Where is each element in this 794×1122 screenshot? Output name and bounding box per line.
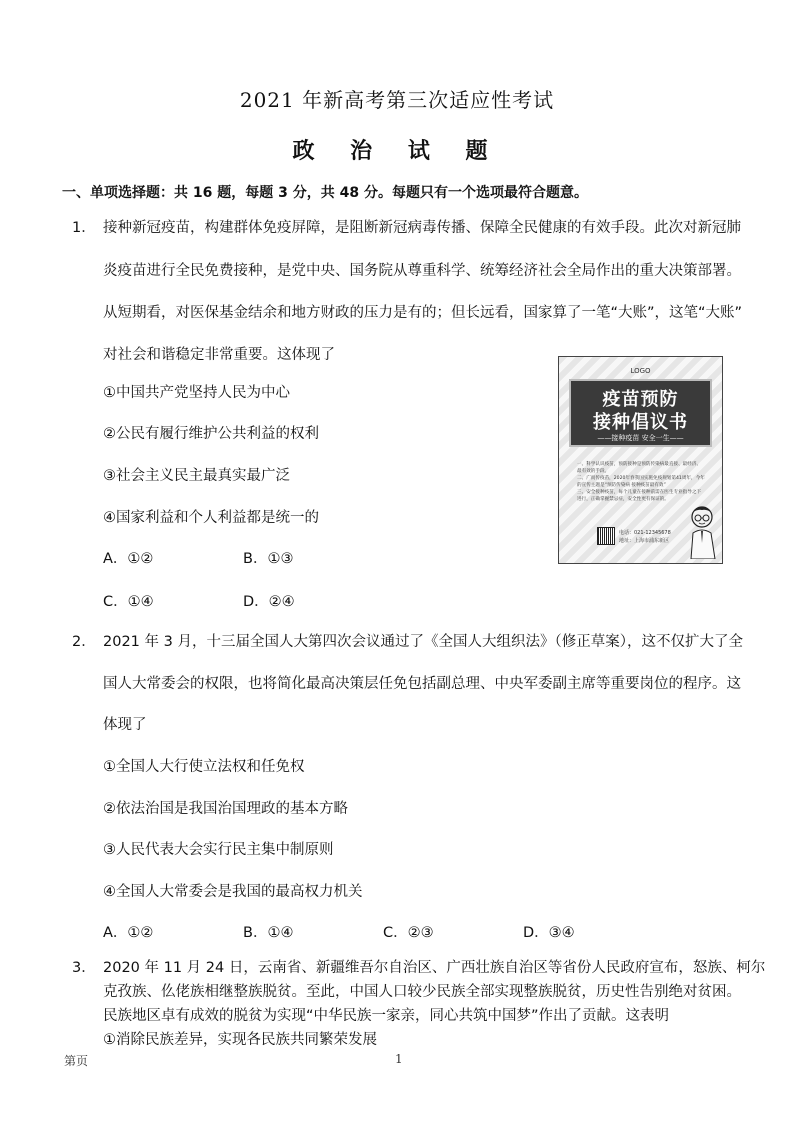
question-2-statement: ②依法治国是我国治国理政的基本方略 [103,801,348,817]
vaccine-poster-image [558,356,723,564]
question-1-option-b[interactable]: B．①③ [243,551,294,567]
question-2-option-d[interactable]: D．③④ [523,925,575,941]
question-1-statement: ④国家利益和个人利益都是统一的 [103,510,319,526]
question-3-number: 3． [72,960,96,976]
exam-title: 2021 年新高考第三次适应性考试 [239,88,555,112]
poster-phone: 电话：021-12345678 [619,530,671,536]
question-1-statement: ①中国共产党坚持人民为中心 [103,385,290,401]
question-3-line: 克孜族、仫佬族相继整族脱贫。至此，中国人口较少民族全部实现整族脱贫，历史性告别绝对贫困。 [103,984,741,1000]
poster-headline-2: 接种倡议书 [593,412,688,433]
qr-code-icon [597,527,615,545]
question-2-line: 2021 年 3 月，十三届全国人大第四次会议通过了《全国人大组织法》（修正草案），这不仅扩大了全 [103,634,743,650]
poster-contact [619,529,671,545]
poster-banner [569,379,712,447]
question-2-option-a[interactable]: A．①② [103,925,154,941]
question-2-line: 国人大常委会的权限，也将简化最高决策层任免包括副总理、中央军委副主席等重要岗位的程序。这 [103,676,741,692]
poster-body-line: 三、安全接种疫苗，每个儿童在接种前需在医生专业指导之下进行，正确掌握禁忌症，安全性更有保证的。 [577,490,702,502]
poster-headline-1: 疫苗预防 [602,389,679,410]
question-2-statement: ③人民代表大会实行民主集中制原则 [103,842,334,858]
poster-body-line: 一、科学认识疫苗，预防接种是预防传染病最直接、最经济、最有效的手段。 [577,462,702,474]
question-1-option-c[interactable]: C．①④ [103,594,154,610]
doctor-cartoon-icon [689,503,717,559]
question-3-statement: ①消除民族差异，实现各民族共同繁荣发展 [103,1032,377,1048]
poster-body [577,461,705,503]
question-1-option-d[interactable]: D．②④ [243,594,295,610]
subject-title: 政 治 试 题 [292,138,502,164]
question-1-statement: ②公民有履行维护公共利益的权利 [103,426,319,442]
question-3-line: 民族地区卓有成效的脱贫为实现“中华民族一家亲，同心共筑中国梦”作出了贡献。这表明 [103,1008,670,1024]
section-heading: 一、单项选择题：共 16 题，每题 3 分，共 48 分。每题只有一个选项最符合题意。 [62,185,588,201]
poster-logo: LOGO [630,367,651,375]
poster-body-line: 二、广而传疫苗，2020年春我国实施免疫规划第41周年，今年的宣传主题是“预防传染病 接种疫苗最有效” [577,476,705,488]
poster-subtitle: ——接种疫苗 安全一生—— [597,434,684,442]
question-2-option-b[interactable]: B．①④ [243,925,294,941]
question-1-line: 炎疫苗进行全民免费接种，是党中央、国务院从尊重科学、统筹经济社会全局作出的重大决策部署。 [103,263,741,279]
question-1-option-a[interactable]: A．①② [103,551,154,567]
footer-page-number: 1 [395,1052,403,1066]
question-1-line: 从短期看，对医保基金结余和地方财政的压力是有的；但长远看，国家算了一笔“大账”，这笔“大账” [103,305,743,321]
poster-address: 地址：上海市浦东新区 [619,538,670,544]
question-2-number: 2． [72,634,96,650]
question-1-statement: ③社会主义民主最真实最广泛 [103,468,290,484]
question-1-line: 对社会和谐稳定非常重要。这体现了 [103,347,335,363]
question-2-statement: ①全国人大行使立法权和任免权 [103,759,305,775]
question-3-line: 2020 年 11 月 24 日，云南省、新疆维吾尔自治区、广西壮族自治区等省份人民政府宣布，怒族、柯尔 [103,960,766,976]
question-2-option-c[interactable]: C．②③ [383,925,434,941]
question-2-statement: ④全国人大常委会是我国的最高权力机关 [103,884,363,900]
question-2-line: 体现了 [103,717,147,733]
question-1-number: 1． [72,220,96,236]
question-1-line: 接种新冠疫苗，构建群体免疫屏障，是阻断新冠病毒传播、保障全民健康的有效手段。此次对新冠肺 [103,220,741,236]
footer-page-label: 第页 [64,1054,89,1068]
